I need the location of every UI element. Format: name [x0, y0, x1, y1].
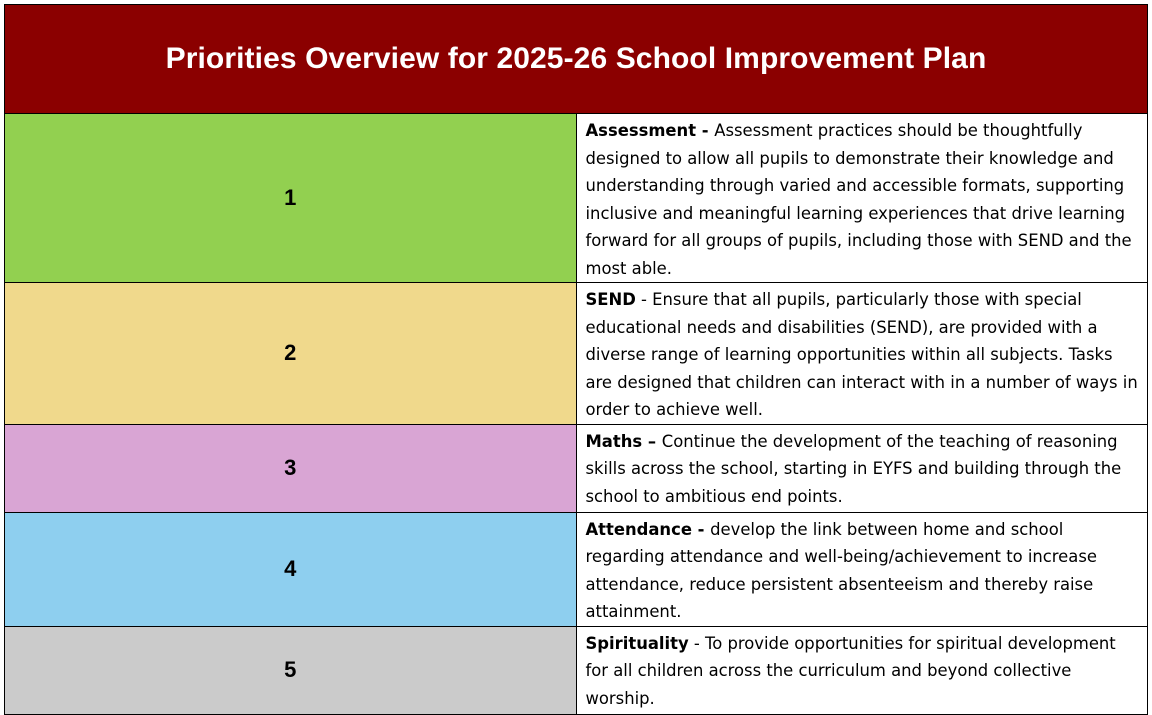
priority-text: To provide opportunities for spiritual development for all children across the curriculum and beyond collective worship. — [585, 633, 1116, 708]
priority-row — [5, 626, 1148, 714]
header-cell — [5, 5, 1148, 114]
priority-description — [576, 283, 1148, 425]
priority-heading: Maths — [585, 431, 643, 451]
priority-separator: - — [635, 290, 653, 309]
priority-number-cell — [5, 626, 577, 714]
priority-heading: Spirituality — [585, 633, 689, 653]
priority-number-cell — [5, 114, 577, 283]
priority-text: develop the link between home and school regarding attendance and well-being/achievement to increase attendance, reduce persistent absenteeism and thereby raise attainment. — [585, 519, 1097, 621]
priority-number-cell — [5, 283, 577, 425]
priority-text: Assessment practices should be thoughtfully designed to allow all pupils to demonstrate their knowledge and understanding through varied and accessible formats, supporting inclusive and meaningful learning experiences that drive learning forward for all groups of pupils, including those with SEND and the most able. — [585, 121, 1132, 278]
priority-separator: - — [691, 519, 711, 539]
priority-separator: – — [642, 431, 662, 451]
priority-heading: Attendance — [585, 519, 692, 539]
priority-heading: Assessment — [585, 121, 697, 140]
priority-number: 4 — [284, 556, 297, 581]
page-title: Priorities Overview for 2025-26 School Improvement Plan — [165, 42, 987, 75]
priority-text: Ensure that all pupils, particularly those with special educational needs and disabilities (SEND), are provided with a diverse range of learning opportunities within all subjects. Tasks are designed that children can interact with in a number of ways in order to achieve well. — [585, 290, 1138, 419]
priority-number-cell — [5, 424, 577, 512]
priority-number: 2 — [284, 340, 297, 366]
priority-description — [576, 512, 1148, 626]
priority-description — [576, 626, 1148, 714]
priority-row — [5, 283, 1148, 425]
priority-row — [5, 424, 1148, 512]
priority-number-cell — [5, 512, 577, 626]
priority-separator: - — [688, 633, 706, 653]
priority-row — [5, 512, 1148, 626]
priority-heading: SEND — [585, 290, 636, 309]
priority-number: 1 — [284, 185, 297, 210]
priority-description — [576, 114, 1148, 283]
header-row — [5, 5, 1148, 114]
priority-number: 5 — [284, 657, 297, 682]
priority-description — [576, 424, 1148, 512]
priority-text: Continue the development of the teaching of reasoning skills across the school, starting in EYFS and building through the school to ambitious end points. — [585, 431, 1122, 506]
priority-number: 3 — [284, 455, 297, 480]
priority-row — [5, 114, 1148, 283]
priorities-table — [4, 4, 1148, 715]
priority-separator: - — [696, 121, 715, 140]
